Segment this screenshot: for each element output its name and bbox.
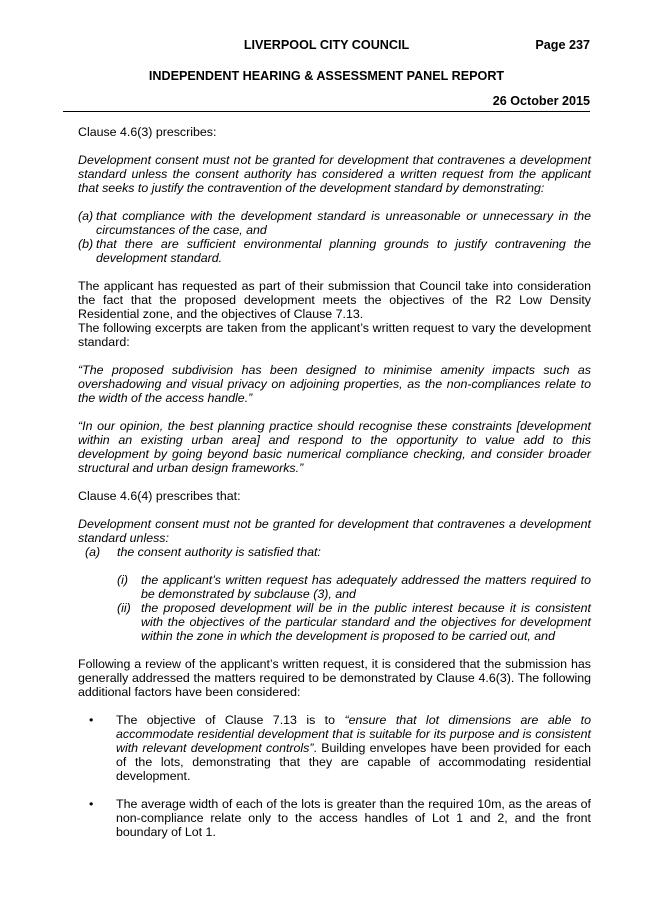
page-number: Page 237 — [535, 38, 590, 52]
list-item — [78, 209, 591, 237]
list-item-label: (i) — [117, 573, 129, 587]
bullet-icon: • — [89, 713, 94, 727]
list-item-text: The average width of each of the lots is greater than the required 10m, as the areas of non-compliance relate only to the access handles of Lot 1 and 2, and the front boundary of Lot 1. — [116, 797, 591, 839]
list-item — [89, 797, 591, 839]
sub-clause-list — [117, 573, 591, 643]
excerpts-intro-paragraph: The following excerpts are taken from the applicant’s written request to vary the development standard: — [78, 321, 591, 349]
clause-4-6-4-intro: Clause 4.6(4) prescribes that: — [78, 489, 241, 503]
applicant-quote-2: “In our opinion, the best planning practice should recognise these constraints [development within an existing urban area] and respond to the opportunity to value add to this development by going beyond basic numerical compliance checking, and consider broader structural and urban design frameworks.” — [78, 419, 591, 475]
list-item — [117, 573, 591, 601]
list-item — [89, 713, 591, 783]
list-item-label: (a) — [78, 209, 94, 223]
bullet-icon: • — [89, 797, 94, 811]
list-item-label: (a) — [85, 545, 101, 559]
bullet-quote: “ensure that lot dimensions are able to accommodate residential development that is suitable for its purpose and is consistent with relevant development controls” — [116, 713, 592, 755]
organisation-name: LIVERPOOL CITY COUNCIL — [243, 38, 410, 52]
list-item — [117, 601, 591, 643]
list-item-text: the proposed development will be in the public interest because it is consistent with the objectives of the particular standard and the objectives for development within the zone in which the development is proposed to be carried out, and — [141, 601, 591, 643]
clause-4-6-4-quote: Development consent must not be granted for development that contravenes a development standard unless: — [78, 517, 591, 545]
factors-bullet-list — [89, 713, 591, 839]
list-item — [85, 545, 591, 559]
list-item — [78, 237, 591, 265]
clause-quote-paragraph: Development consent must not be granted for development that contravenes a development standard unless the consent authority has considered a written request from the applicant that seeks to justify the contravention of the development standard by demonstrating: — [78, 153, 591, 195]
review-paragraph: Following a review of the applicant’s written request, it is considered that the submission has generally addressed the matters required to be demonstrated by Clause 4.6(3). The following additional factors have been considered: — [78, 657, 591, 699]
applicant-request-paragraph: The applicant has requested as part of their submission that Council take into consideration the fact that the proposed development meets the objectives of the R2 Low Density Residential zone, and the objectives of Clause 7.13. — [78, 279, 591, 321]
bullet-text-lead: The objective of Clause 7.13 is to — [116, 713, 345, 727]
demonstration-list — [78, 209, 591, 265]
report-date: 26 October 2015 — [492, 94, 590, 108]
list-item-label: (b) — [78, 237, 94, 251]
clause-intro-paragraph: Clause 4.6(3) prescribes: — [78, 125, 217, 139]
bullet-text-tail: . Building envelopes have been provided for each of the lots, demonstrating that they are capable of accommodating residential development. — [116, 741, 591, 783]
applicant-quote-1: “The proposed subdivision has been designed to minimise amenity impacts such as overshadowing and visual privacy on adjoining properties, as the non-compliances relate to the width of the access handle.” — [78, 363, 591, 405]
report-title: INDEPENDENT HEARING & ASSESSMENT PANEL REPORT — [148, 69, 505, 83]
list-item-text: that compliance with the development standard is unreasonable or unnecessary in the circumstances of the case, and — [96, 209, 591, 237]
list-item-text: that there are sufficient environmental planning grounds to justify contravening the development standard. — [96, 237, 591, 265]
list-item-text: the consent authority is satisfied that: — [117, 545, 321, 559]
header-divider — [63, 111, 590, 112]
list-item-label: (ii) — [117, 601, 131, 615]
report-body — [78, 125, 591, 839]
list-item-text — [116, 713, 591, 783]
list-item-text: the applicant’s written request has adequately addressed the matters required to be demonstrated by subclause (3), and — [141, 573, 591, 601]
